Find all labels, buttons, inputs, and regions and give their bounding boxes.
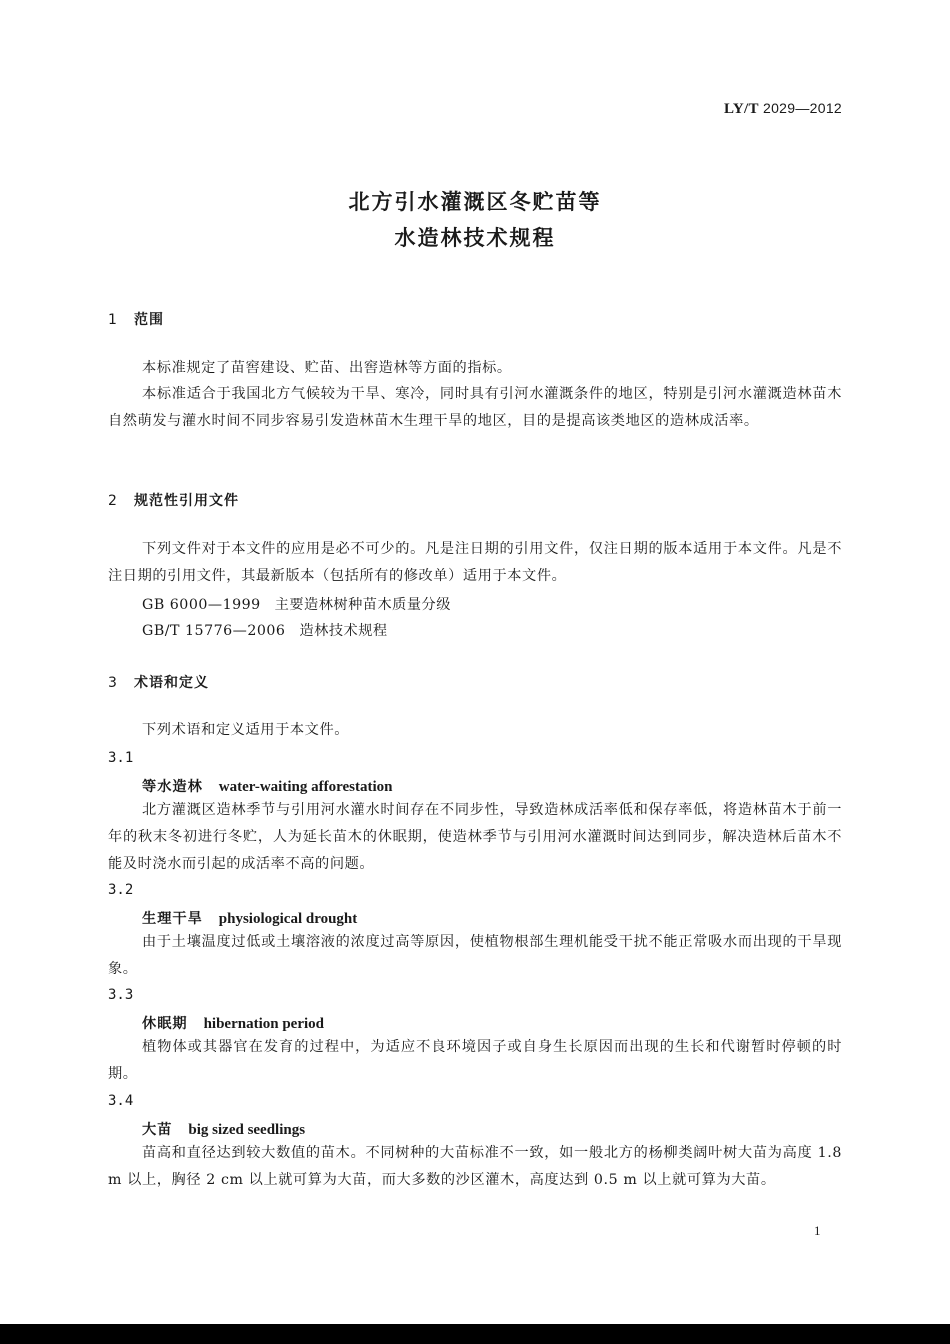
term-chinese: 大苗 <box>142 1122 173 1138</box>
standard-code <box>724 100 842 118</box>
document-title-line-2: 水造林技术规程 <box>394 226 556 250</box>
reference-item <box>142 620 388 640</box>
term-definition: 北方灌溉区造林季节与引用河水灌水时间存在不同步性，导致造林成活率低和保存率低，将造林苗木于前一年的秋末冬初进行冬贮，人为延长苗木的休眠期，使造林季节与引用河水灌溉时间达到同步，解决造林后苗木不能及时浇水而引起的成活率不高的问题。 <box>108 802 842 872</box>
section-number: 1 <box>108 312 118 328</box>
reference-title: 主要造林树种苗木质量分级 <box>274 597 451 613</box>
term-english: physiological drought <box>218 911 358 927</box>
section-2-paragraph-1: 下列文件对于本文件的应用是必不可少的。凡是注日期的引用文件，仅注日期的版本适用于本文件。凡是不注日期的引用文件，其最新版本（包括所有的修改单）适用于本文件。 <box>108 541 842 584</box>
term-english: water-waiting afforestation <box>218 779 393 795</box>
term-number: 3.1 <box>108 750 134 766</box>
term-chinese: 休眠期 <box>142 1016 188 1032</box>
section-title: 规范性引用文件 <box>134 493 239 509</box>
term-number: 3.2 <box>108 882 134 898</box>
term-english: hibernation period <box>203 1016 325 1032</box>
scan-bottom-edge <box>0 1324 950 1344</box>
section-1-paragraph-2: 本标准适合于我国北方气候较为干旱、寒冷，同时具有引河水灌溉条件的地区，特别是引河水灌溉造林苗木自然萌发与灌水时间不同步容易引发造林苗木生理干旱的地区，目的是提高该类地区的造林成活率。 <box>108 386 842 429</box>
term-definition: 苗高和直径达到较大数值的苗木。不同树种的大苗标准不一致，如一般北方的杨柳类阔叶树大苗为高度 1.8 m 以上，胸径 2 cm 以上就可算为大苗，而大多数的沙区灌木，高度达到 0.5 m 以上就可算为大苗。 <box>108 1145 842 1188</box>
reference-title: 造林技术规程 <box>299 623 388 639</box>
document-title-line-1: 北方引水灌溉区冬贮苗等 <box>348 190 602 214</box>
term-english: big sized seedlings <box>188 1122 306 1138</box>
standard-prefix: LY/T <box>723 101 759 117</box>
section-1-paragraph-1: 本标准规定了苗窖建设、贮苗、出窖造林等方面的指标。 <box>142 360 512 376</box>
term-definition: 植物体或其器官在发育的过程中，为适应不良环境因子或自身生长原因而出现的生长和代谢暂时停顿的时期。 <box>108 1039 842 1082</box>
term-definition: 由于土壤温度过低或土壤溶液的浓度过高等原因，使植物根部生理机能受干扰不能正常吸水而出现的干旱现象。 <box>108 934 842 977</box>
term-number: 3.3 <box>108 987 134 1003</box>
section-2-heading <box>108 490 239 510</box>
section-3-heading <box>108 672 209 692</box>
section-number: 2 <box>108 493 118 509</box>
term-entry <box>142 776 392 796</box>
term-entry <box>142 908 357 928</box>
section-number: 3 <box>108 675 118 691</box>
term-chinese: 等水造林 <box>142 779 203 795</box>
section-title: 范围 <box>134 312 164 328</box>
term-entry <box>142 1013 324 1033</box>
term-chinese: 生理干旱 <box>142 911 203 927</box>
section-1-heading <box>108 309 164 329</box>
reference-item <box>142 594 451 614</box>
standard-number: 2029—2012 <box>763 100 842 116</box>
section-3-paragraph-1: 下列术语和定义适用于本文件。 <box>142 722 350 738</box>
term-entry <box>142 1119 305 1139</box>
section-title: 术语和定义 <box>134 675 209 691</box>
reference-code: GB/T 15776—2006 <box>142 623 286 639</box>
page-number: 1 <box>814 1223 821 1238</box>
term-number: 3.4 <box>108 1093 134 1109</box>
reference-code: GB 6000—1999 <box>142 597 261 613</box>
